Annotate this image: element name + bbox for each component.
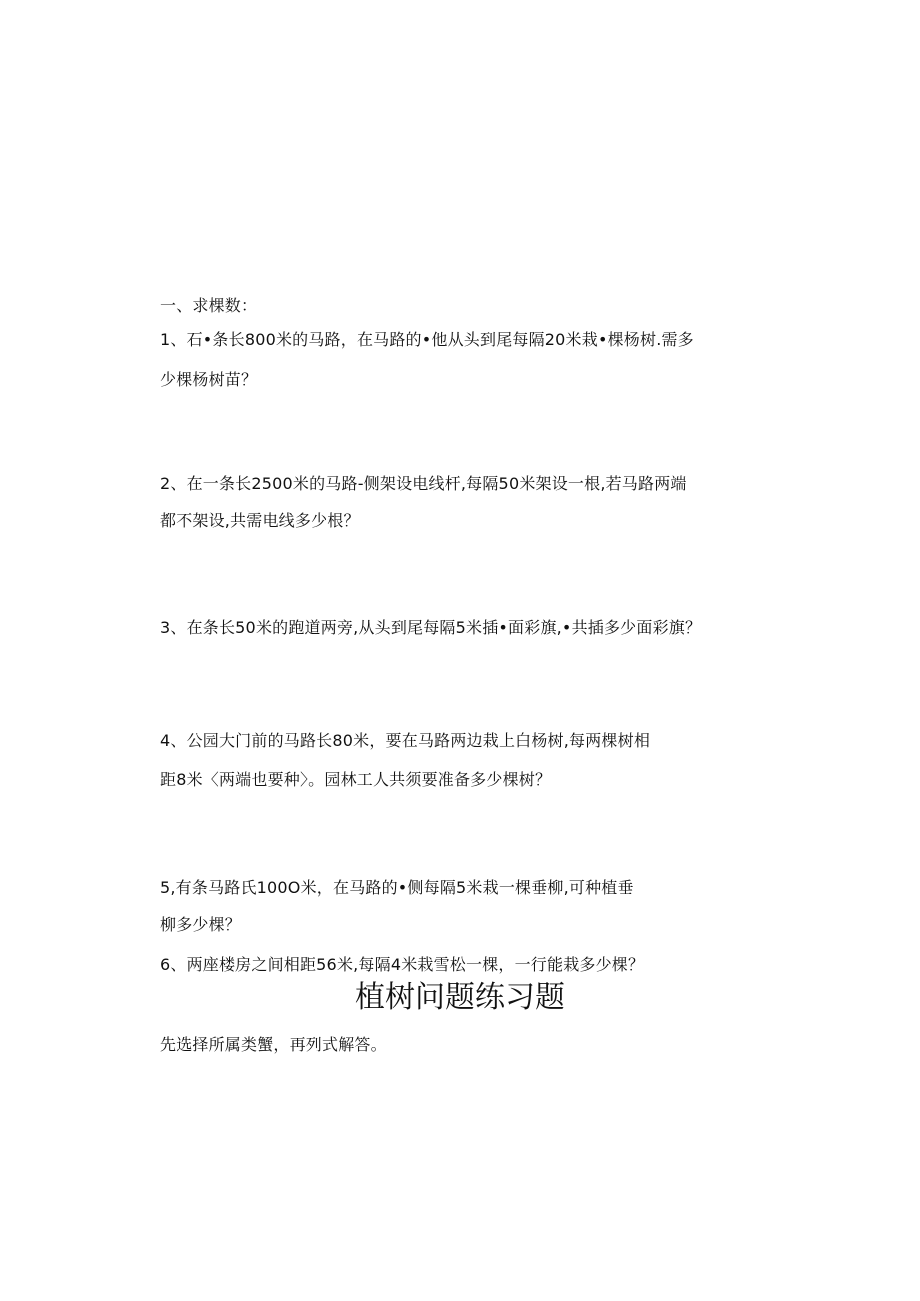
- question-5-line-2: 柳多少棵？: [160, 915, 242, 934]
- section-heading: 一、求棵数：: [160, 296, 258, 315]
- question-4-line-2: 距8米〈两端也要种〉。园林工人共须要准备多少棵树？: [160, 770, 552, 789]
- question-2-line-1: 2、在一条长2500米的马路-侧架设电线杆,每隔50米架设一根,若马路两端: [160, 474, 687, 493]
- question-5-line-1: 5,有条马路氏100O米，在马路的•侧每隔5米栽一棵垂柳,可种植垂: [160, 878, 634, 897]
- question-1-line-1: 1、石•条长800米的马路，在马路的•他从头到尾每隔20米栽•棵杨树.需多: [160, 330, 694, 349]
- question-2-line-2: 都不架设,共需电线多少根？: [160, 511, 360, 530]
- question-1-line-2: 少棵杨树苗？: [160, 370, 258, 389]
- question-3-line-1: 3、在条长50米的跑道两旁,从头到尾每隔5米插•面彩旗,•共插多少面彩旗？: [160, 618, 702, 637]
- instruction-text: 先选择所属类蟹，再列式解答。: [160, 1035, 387, 1054]
- question-6-line-1: 6、两座楼房之间相距56米,每隔4米栽雪松一棵，一行能栽多少棵？: [160, 955, 645, 974]
- question-4-line-1: 4、公园大门前的马路长80米，要在马路两边栽上白杨树,每两棵树相: [160, 731, 651, 750]
- page-title: 植树问题练习题: [355, 980, 565, 1015]
